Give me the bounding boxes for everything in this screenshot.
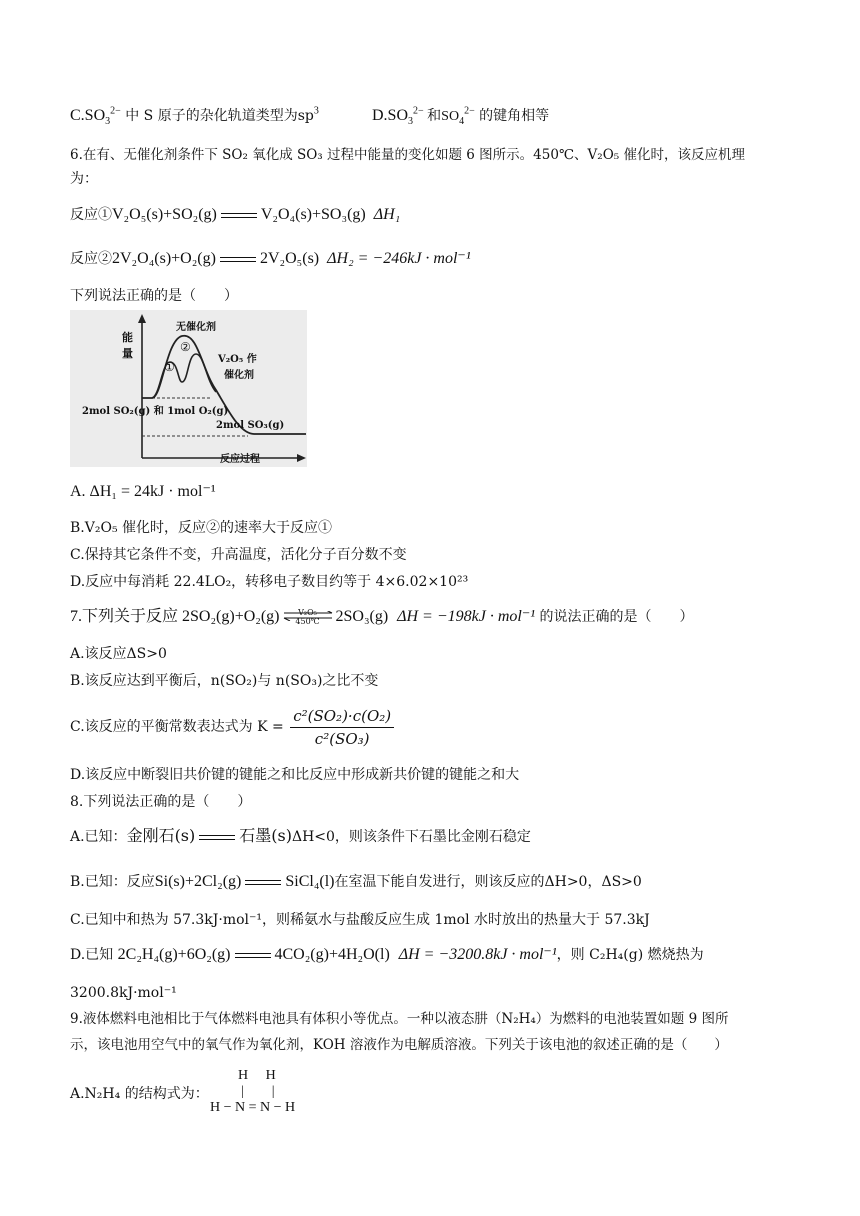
q8-option-d: D.已知 2C₂H₄(g)+6O₂(g) 4CO₂(g)+4H₂O(l) ΔH = −3200.8kJ · mol⁻¹，则 C₂H₄(g) 燃烧热为 [70, 946, 704, 963]
q9-stem-line1: 9.液体燃料电池相比于气体燃料电池具有体积小等优点。一种以液态肼（N₂H₄）为燃料的电池装置如题 9 图所 [70, 1011, 729, 1027]
q8-option-a: A.已知：金刚石(s) 石墨(s)ΔH<0，则该条件下石墨比金刚石稳定 [70, 826, 531, 845]
q6-energy-diagram [70, 310, 307, 467]
q6-option-b: B.V₂O₅ 催化时，反应②的速率大于反应① [70, 520, 333, 536]
q9-stem-line2: 示，该电池用空气中的氧气作为氧化剂，KOH 溶液作为电解质溶液。下列关于该电池的叙述正确的是（ ） [70, 1037, 728, 1053]
q6-option-c: C.保持其它条件不变，升高温度，活化分子百分数不变 [70, 547, 407, 563]
equals-arrow-icon [199, 835, 235, 840]
equals-arrow-icon [220, 257, 256, 262]
curve-catalyst-label-1: V₂O₅ 作 [218, 354, 257, 365]
q8-option-b: B.已知：反应Si(s)+2Cl₂(g) SiCl₄(l)在室温下能自发进行，则该反应的ΔH>0，ΔS>0 [70, 873, 642, 890]
q6-reaction-1: 反应①V₂O₅(s)+SO₂(g) V₂O₄(s)+SO₃(g) ΔH₁ [70, 206, 401, 223]
q7-option-a: A.该反应ΔS>0 [70, 646, 167, 662]
q5-option-c: $C.SO_3^{2-}$ 中 S 原子的杂化轨道类型为$sp^3$ [70, 105, 319, 128]
q8-stem: 8.下列说法正确的是（ ） [70, 794, 252, 810]
q8-option-c: C.已知中和热为 57.3kJ·mol⁻¹，则稀氨水与盐酸反应生成 1mol 水时放出的热量大于 57.3kJ [70, 912, 650, 928]
q7-stem: 7.下列关于反应 2SO₂(g)+O₂(g) V₂O₅ 450℃ 2SO₃(g) ΔH = −198kJ · mol⁻¹ 的说法正确的是（ ） [70, 608, 694, 626]
q6-option-a: A. ΔH₁ = 24kJ · mol⁻¹ [70, 483, 216, 500]
q6-question: 下列说法正确的是（ ） [70, 288, 238, 304]
q8-option-d-line2: 3200.8kJ·mol⁻¹ [70, 985, 177, 1001]
q6-stem-line2: 为： [70, 171, 98, 187]
equals-arrow-icon [245, 880, 281, 885]
y-axis-label: 能量 [122, 331, 133, 360]
n2h4-structural-formula: H H | | H − N = N − H [210, 1068, 296, 1115]
q5-option-d: $D.SO_3^{2-}$ 和$SO_4^{2-}$ 的键角相等 [372, 105, 550, 128]
curve-no-catalyst-label: 无催化剂 [176, 322, 216, 333]
reversible-arrow-icon: V₂O₅ 450℃ [282, 606, 334, 628]
step-2-label: ② [180, 340, 191, 354]
products-label: 2mol SO₃(g) [216, 420, 285, 431]
q7-option-b: B.该反应达到平衡后，n(SO₂)与 n(SO₃)之比不变 [70, 673, 379, 689]
curve-catalyst-label-2: 催化剂 [224, 370, 254, 381]
x-axis-label: 反应过程 [220, 454, 260, 465]
reactants-label: 2mol SO₂(g) 和 1mol O₂(g) [82, 406, 229, 417]
q7-option-c: C.该反应的平衡常数表达式为 K = $\frac{\text{c²(SO₂)·c(O₂)}}{\text{c²(SO₃)}}$ [70, 702, 394, 752]
q9-option-a: A.N₂H₄ 的结构式为： [70, 1086, 209, 1102]
step-1-label: ① [164, 360, 175, 374]
equals-arrow-icon [235, 953, 271, 958]
equals-arrow-icon [221, 213, 257, 218]
q6-stem-line1: 6.在有、无催化剂条件下 SO₂ 氧化成 SO₃ 过程中能量的变化如题 6 图所示。450℃、V₂O₅ 催化时，该反应机理 [70, 147, 745, 163]
equilibrium-constant-fraction: $\frac{\text{c²(SO₂)·c(O₂)}}{\text{c²(SO₃)}}$ [290, 707, 394, 748]
q7-option-d: D.该反应中断裂旧共价键的键能之和比反应中形成新共价键的键能之和大 [70, 767, 520, 783]
q6-option-d: D.反应中每消耗 22.4LO₂，转移电子数目约等于 4×6.02×10²³ [70, 574, 469, 590]
q6-reaction-2: 反应②2V₂O₄(s)+O₂(g) 2V₂O₅(s) ΔH₂ = −246kJ · mol⁻¹ [70, 250, 471, 267]
